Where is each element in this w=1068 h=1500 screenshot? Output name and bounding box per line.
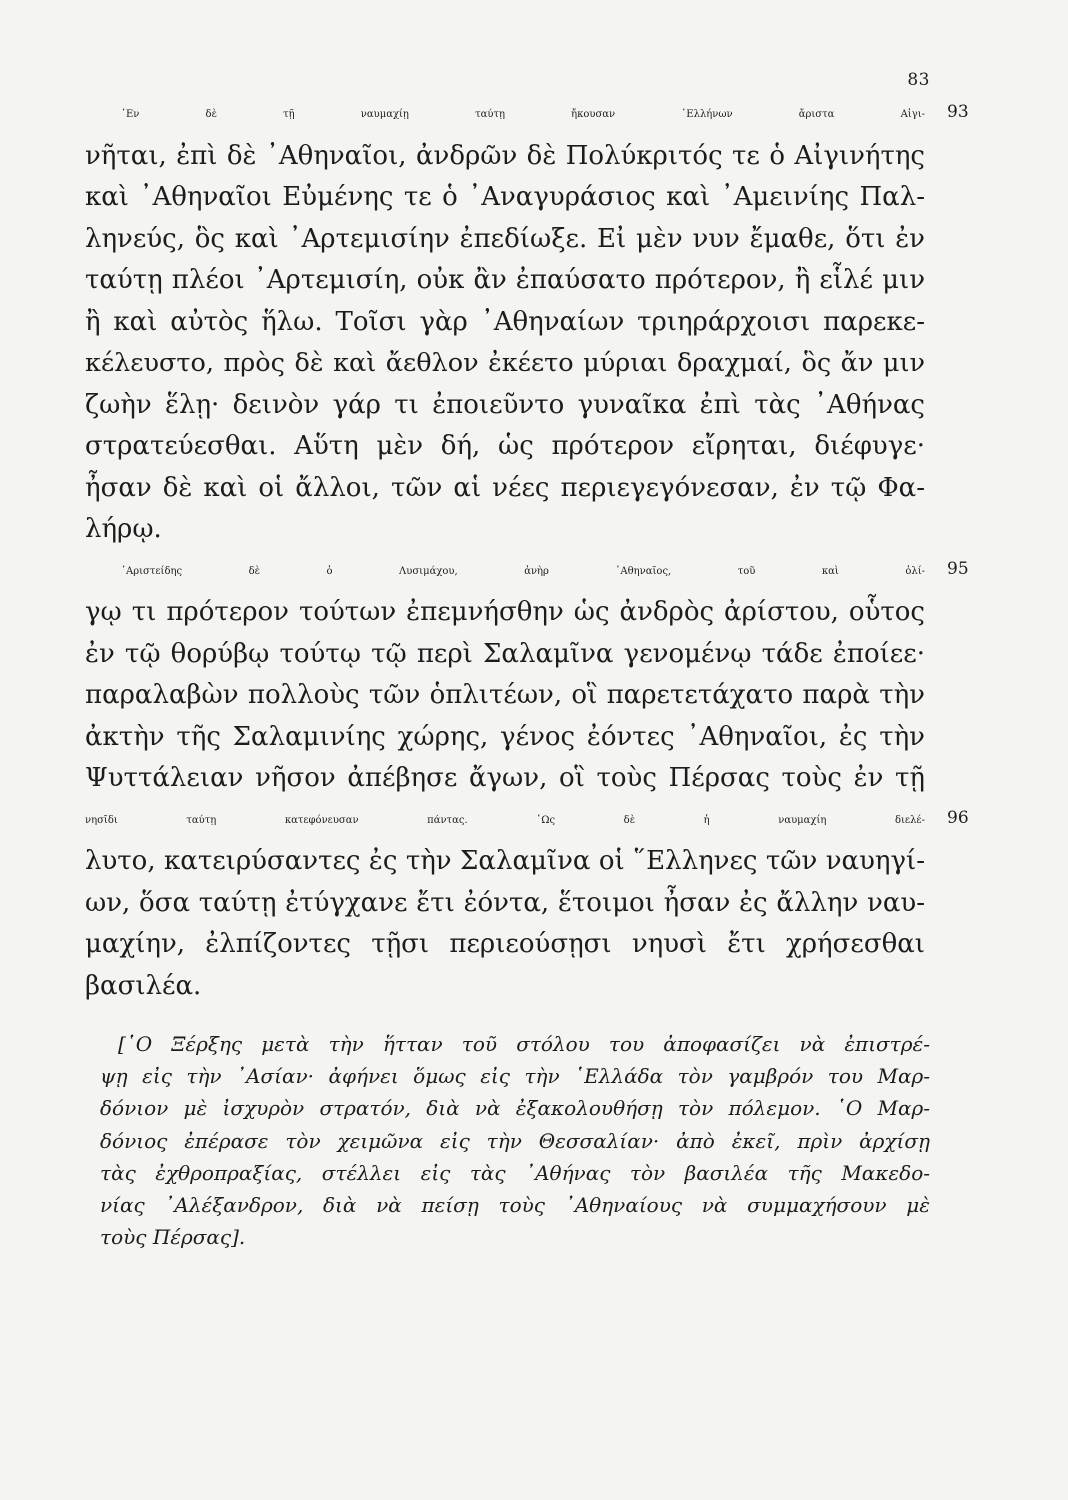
text-line: ἦσαν δὲ καὶ οἱ ἄλλοι, τῶν αἱ νέες περιεγεγόνεσαν, ἐν τῷ Φα- xyxy=(85,472,925,503)
text-line: ζωὴν ἕλῃ· δεινὸν γάρ τι ἐποιεῦντο γυναῖκα ἐπὶ τὰς ᾿Αθήνας xyxy=(85,389,925,420)
note-line: τοὺς Πέρσας]. xyxy=(100,1225,246,1250)
text-line: παραλαβὼν πολλοὺς τῶν ὁπλιτέων, οἳ παρετετάχατο παρὰ τὴν xyxy=(85,680,925,710)
text-line: νησῖδι ταύτῃ κατεφόνευσαν πάντας. ῾Ως δὲ ἡ ναυμαχίη διελέ- 96 xyxy=(85,800,925,842)
note-line: [῾Ο Ξέρξης μετὰ τὴν ἥτταν τοῦ στόλου του ἀποφασίζει νὰ ἐπιστρέ- xyxy=(118,1032,930,1056)
section-number: 95 xyxy=(947,558,969,579)
section-number: 96 xyxy=(947,807,969,828)
note-line: νίας ᾿Αλέξανδρον, διὰ νὰ πείσῃ τοὺς ᾿Αθηναίους νὰ συμμαχήσουν μὲ xyxy=(100,1192,930,1217)
text-line: κέλευστο, πρὸς δὲ καὶ ἄεθλον ἐκέετο μύριαι δραχμαί, ὃς ἄν μιν xyxy=(85,348,925,378)
text-line: καὶ ᾿Αθηναῖοι Εὐμένης τε ὁ ᾿Αναγυράσιος καὶ ᾿Αμεινίης Παλ- xyxy=(85,182,925,212)
section-number: 93 xyxy=(947,102,969,122)
text-line: λυτο, κατειρύσαντες ἐς τὴν Σαλαμῖνα οἱ ῞Ελληνες τῶν ναυηγί- xyxy=(85,846,925,876)
text-line: ᾿Εν δὲ τῇ ναυμαχίῃ ταύτῃ ἤκουσαν ῾Ελλήνων ἄριστα Αἰγι- 93 xyxy=(85,94,925,136)
note-line: δόνιον μὲ ἰσχυρὸν στρατόν, διὰ νὰ ἐξακολουθήσῃ τὸν πόλεμον. ῾Ο Μαρ- xyxy=(100,1096,930,1121)
text-line: ἢ καὶ αὐτὸς ἥλω. Τοῖσι γὰρ ᾿Αθηναίων τριηράρχοισι παρεκε- xyxy=(85,306,925,337)
editorial-note xyxy=(100,1028,930,1253)
text-line: βασιλέα. xyxy=(85,970,202,1001)
note-line: ψῃ εἰς τὴν ᾿Ασίαν· ἀφήνει ὅμως εἰς τὴν ῾Ελλάδα τὸν γαμβρόν του Μαρ- xyxy=(100,1064,930,1089)
page-number: 83 xyxy=(907,70,930,90)
main-text xyxy=(85,94,969,1007)
text-line: ων, ὅσα ταύτῃ ἐτύγχανε ἔτι ἐόντα, ἕτοιμοι ἦσαν ἐς ἄλλην ναυ- xyxy=(85,887,925,918)
text-line: γῳ τι πρότερον τούτων ἐπεμνήσθην ὡς ἀνδρὸς ἀρίστου, οὗτος xyxy=(85,597,925,627)
text-line: ᾿Αριστείδης δὲ ὁ Λυσιμάχου, ἀνὴρ ᾿Αθηναῖος, τοῦ καὶ ὀλί- 95 xyxy=(85,551,925,593)
text-line: Ψυττάλειαν νῆσον ἀπέβησε ἄγων, οἳ τοὺς Πέρσας τοὺς ἐν τῇ xyxy=(85,763,925,793)
note-line: δόνιος ἐπέρασε τὸν χειμῶνα εἰς τὴν Θεσσαλίαν· ἀπὸ ἐκεῖ, πρὶν ἀρχίσῃ xyxy=(100,1128,930,1153)
text-line: ἐν τῷ θορύβῳ τούτῳ τῷ περὶ Σαλαμῖνα γενομένῳ τάδε ἐποίεε· xyxy=(85,638,925,669)
text-line: ἀκτὴν τῆς Σαλαμινίης χώρης, γένος ἐόντες ᾿Αθηναῖοι, ἐς τὴν xyxy=(85,721,925,752)
text-line: μαχίην, ἐλπίζοντες τῇσι περιεούσῃσι νηυσὶ ἔτι χρήσεσθαι xyxy=(85,929,925,959)
text-line: λήρῳ. xyxy=(85,514,162,544)
text-line: ληνεύς, ὃς καὶ ᾿Αρτεμισίην ἐπεδίωξε. Εἰ μὲν νυν ἔμαθε, ὅτι ἐν xyxy=(85,223,925,254)
note-line: τὰς ἐχθροπραξίας, στέλλει εἰς τὰς ᾿Αθήνας τὸν βασιλέα τῆς Μακεδο- xyxy=(100,1160,930,1185)
text-line: στρατεύεσθαι. Αὕτη μὲν δή, ὡς πρότερον εἴρηται, διέφυγε· xyxy=(85,431,925,461)
text-line: ταύτῃ πλέοι ᾿Αρτεμισίη, οὐκ ἂν ἐπαύσατο πρότερον, ἢ εἷλέ μιν xyxy=(85,265,925,295)
text-line: νῆται, ἐπὶ δὲ ᾿Αθηναῖοι, ἀνδρῶν δὲ Πολύκριτός τε ὁ Αἰγινήτης xyxy=(85,140,925,171)
